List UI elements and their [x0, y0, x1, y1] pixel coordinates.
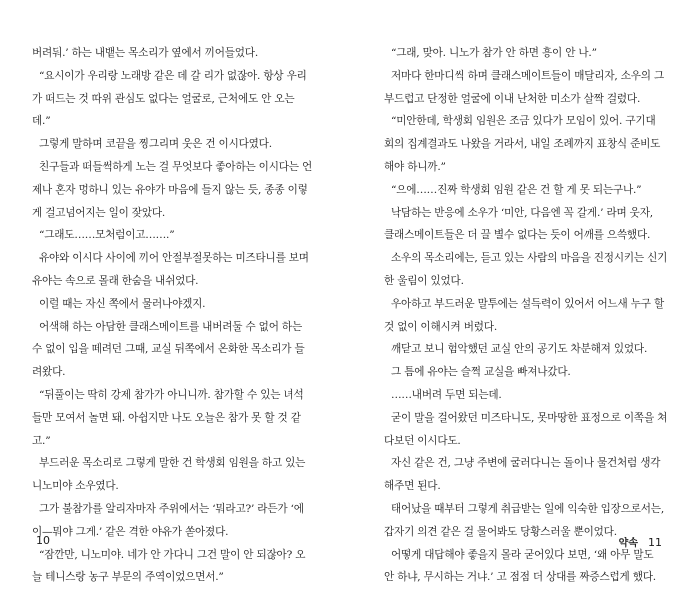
text-line: 이—뭐야 그게.’ 같은 격한 야유가 쏟아졌다.: [32, 525, 229, 538]
text-line: 게 걸고넘어지는 일이 잦았다.: [32, 206, 166, 219]
text-line: 클래스메이트들은 더 끌 별수 없다는 듯이 어깨를 으쓱했다.: [384, 229, 651, 242]
text-line: 친구들과 떠들썩하게 노는 걸 무엇보다 좋아하는 이시다는 언: [39, 160, 313, 173]
text-line: 굳이 말을 걸어왔던 미즈타니도, 못마땅한 표정으로 이쪽을 쳐: [391, 411, 668, 424]
text-line: 어떻게 대답해야 좋을지 몰라 굳어있다 보면, ‘왜 아무 말도: [391, 548, 654, 561]
text-line: 그가 불참가를 알리자마자 주위에서는 ‘뭐라고?’ 라든가 ‘에: [39, 502, 304, 515]
text-line: 회의 집계결과도 나왔을 거라서, 내일 조례까지 표창식 준비도: [384, 138, 661, 151]
text-line: 려왔다.: [32, 366, 66, 379]
text-line: “그래, 맞아. 니노가 참가 안 하면 흥이 안 나.”: [391, 47, 597, 59]
text-line: “요시이가 우리랑 노래방 같은 데 갈 리가 없잖아. 항상 우리: [39, 69, 307, 82]
left-page-number: 10: [36, 534, 50, 547]
text-line: 데.”: [32, 115, 51, 128]
text-line: 저마다 한마디씩 하며 클래스메이트들이 매달리자, 소우의 그: [391, 69, 665, 82]
right-page-number: 11: [648, 536, 662, 549]
text-line: 유야와 이시다 사이에 끼어 안절부절못하는 미즈타니를 보며: [39, 252, 309, 265]
text-line: “미안한데, 학생회 임원은 조금 있다가 모임이 있어. 구기대: [391, 115, 656, 128]
text-line: 해야 하니까.”: [384, 160, 446, 173]
text-line: 소우의 목소리에는, 듣고 있는 사람의 마음을 진정시키는 신기: [391, 252, 668, 265]
text-line: 해주면 된다.: [384, 480, 441, 493]
text-line: 깨닫고 보니 험악했던 교실 안의 공기도 차분해져 있었다.: [391, 343, 648, 356]
text-line: 그렇게 말하며 코끝을 찡그리며 웃은 건 이시다였다.: [39, 138, 272, 151]
right-page: [384, 42, 684, 589]
text-line: 이럴 때는 자신 쪽에서 물러나야겠지.: [39, 297, 206, 310]
text-line: 안 하냐, 무시하는 거냐.’ 고 점점 더 상대를 짜증스럽게 했다.: [384, 571, 656, 584]
text-line: 수 없이 입을 떼려던 그때, 교실 뒤쪽에서 온화한 목소리가 들: [32, 343, 305, 356]
text-line: 자신 같은 건, 그냥 주변에 굴러다니는 돌이나 물건처럼 생각: [391, 457, 661, 470]
text-line: 갑자기 의견 같은 걸 물어봐도 당황스러울 뿐이었다.: [384, 525, 617, 538]
text-line: 부드러운 목소리로 그렇게 말한 건 학생회 임원을 하고 있는: [39, 457, 306, 470]
text-line: “뒤풀이는 딱히 강제 참가가 아니니까. 참가할 수 있는 녀석: [39, 388, 304, 401]
text-line: 우아하고 부드러운 말투에는 설득력이 있어서 어느새 누구 할: [391, 297, 665, 310]
text-line: 가 떠드는 것 따위 관심도 없다는 얼굴로, 근처에도 안 오는: [32, 92, 295, 105]
text-line: 버려둬.’ 하는 내뱉는 목소리가 옆에서 끼어들었다.: [32, 47, 259, 59]
text-line: 제나 혼자 멍하니 있는 유야가 마음에 들지 않는 듯, 종종 이렇: [32, 183, 308, 196]
text-line: 태어났을 때부터 그렇게 취급받는 일에 익숙한 입장으로서는,: [391, 502, 665, 515]
text-line: 다보던 이시다도.: [384, 434, 461, 447]
text-line: “그래도……모처럼이고…….”: [39, 229, 175, 242]
text-line: “으에……진짜 학생회 임원 같은 건 할 게 못 되는구나.”: [391, 183, 642, 196]
text-line: 어색해 하는 아담한 클래스메이트를 내버려둘 수 없어 하는: [39, 320, 302, 333]
text-line: 고.”: [32, 434, 51, 447]
text-line: 유야는 속으로 몰래 한숨을 내쉬었다.: [32, 274, 199, 287]
text-line: 것 없이 이해시켜 버렸다.: [384, 320, 498, 333]
text-line: 니노미야 소우였다.: [32, 480, 119, 493]
right-page-footer: [619, 534, 662, 549]
text-line: ……내버려 두면 되는데.: [391, 388, 502, 401]
left-page: [32, 42, 332, 589]
text-line: 들만 모여서 놀면 돼. 아쉽지만 나도 오늘은 참가 못 할 것 같: [32, 411, 301, 424]
text-line: 한 울림이 있었다.: [384, 274, 464, 287]
text-line: “잠깐만, 니노미야. 네가 안 가다니 그건 말이 안 되잖아? 오: [39, 548, 306, 561]
text-line: 늘 테니스랑 농구 부문의 주역이었으면서.”: [32, 571, 224, 584]
text-line: 낙담하는 반응에 소우가 ‘미안, 다음엔 꼭 갈게.’ 라며 웃자,: [391, 206, 653, 219]
text-line: 부드럽고 단정한 얼굴에 이내 난처한 미소가 살짝 걸렸다.: [384, 92, 641, 105]
section-title: 약속: [618, 538, 638, 549]
text-line: 그 틈에 유야는 슬쩍 교실을 빠져나갔다.: [391, 366, 571, 379]
